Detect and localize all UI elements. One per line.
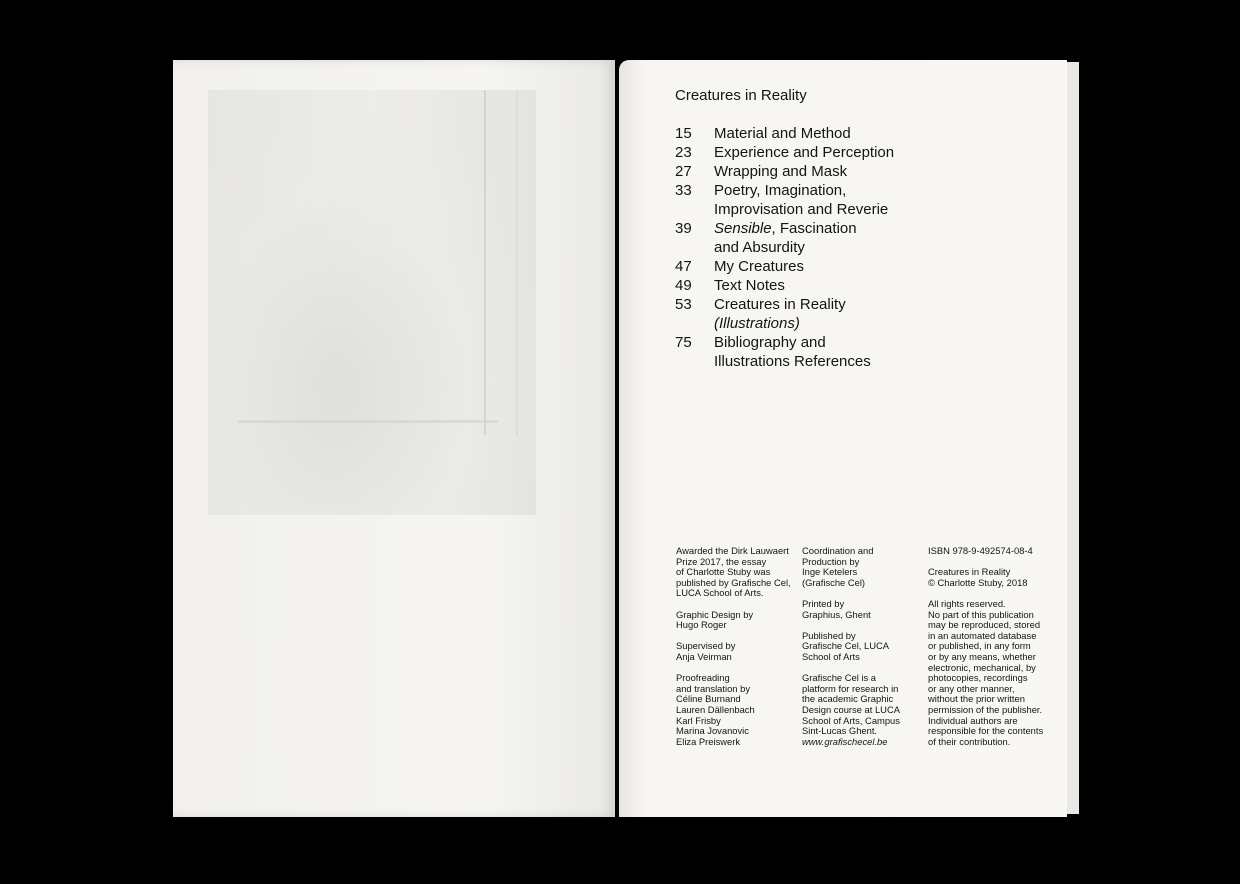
toc-title: Creatures in Reality bbox=[675, 87, 807, 104]
window-frame-shadow bbox=[484, 90, 518, 435]
colophon-paragraph: Grafische Cel is a platform for research in the academic Graphic Design course at LUCA School of Arts, Campus Sint-Lucas Ghent. bbox=[802, 672, 900, 737]
toc-row bbox=[675, 200, 975, 219]
rights-statement: All rights reserved. No part of this publication may be reproduced, stored in an automated database or published, in any form or by any means, whether electronic, mechanical, by photocopies, recordings or any other manner, without the prior written permission of the publisher. Individual authors are responsible for the contents of their contribution. bbox=[928, 597, 1044, 747]
faded-photograph bbox=[208, 90, 536, 515]
colophon-paragraph: Coordination and Production by Inge Ketelers (Grafische Cel) bbox=[802, 545, 874, 588]
colophon-column-credits bbox=[676, 546, 791, 758]
toc-page-number: 33 bbox=[675, 182, 692, 199]
toc-page-number bbox=[675, 238, 714, 257]
toc-row bbox=[675, 238, 975, 257]
toc-entry-title: (Illustrations) bbox=[714, 315, 800, 332]
colophon-column-production bbox=[802, 546, 922, 758]
toc-row bbox=[675, 181, 975, 200]
colophon-paragraph: Proofreading and translation by Céline Burnand Lauren Dällenbach Karl Frisby Marina Jovanovic Eliza Preiswerk bbox=[676, 672, 755, 747]
right-page bbox=[619, 60, 1067, 817]
toc-entry-italic: Sensible bbox=[714, 220, 772, 237]
toc-row bbox=[675, 257, 975, 276]
toc-row bbox=[675, 276, 975, 295]
copyright: Creatures in Reality © Charlotte Stuby, 2018 bbox=[928, 566, 1028, 588]
colophon-paragraph: Awarded the Dirk Lauwaert Prize 2017, the essay of Charlotte Stuby was published by Grafische Cel, LUCA School of Arts. bbox=[676, 545, 791, 599]
colophon-paragraph: Graphic Design by Hugo Roger bbox=[676, 608, 754, 631]
toc-page-number bbox=[675, 314, 714, 333]
window-sill-shadow bbox=[238, 420, 498, 423]
toc-entry-title: My Creatures bbox=[714, 258, 805, 275]
toc-page-number: 47 bbox=[675, 258, 692, 275]
toc-entry-title: Text Notes bbox=[714, 277, 785, 294]
toc-page-number: 27 bbox=[675, 163, 692, 180]
toc-page-number: 49 bbox=[675, 277, 692, 294]
toc-entry-title: Material and Method bbox=[714, 125, 851, 142]
toc-page-number bbox=[675, 352, 714, 371]
toc-entry-title: Poetry, Imagination, bbox=[714, 182, 847, 199]
toc-page-number: 23 bbox=[675, 144, 692, 161]
toc-page-number: 75 bbox=[675, 334, 692, 351]
left-page bbox=[173, 60, 615, 817]
toc-entry-title: Experience and Perception bbox=[714, 144, 895, 161]
toc-page-number: 15 bbox=[675, 125, 692, 142]
toc-entry-title: and Absurdity bbox=[714, 239, 805, 256]
toc-row bbox=[675, 162, 975, 181]
publisher-website: www.grafischecel.be bbox=[802, 735, 888, 747]
colophon-paragraph: Supervised by Anja Veirman bbox=[676, 640, 736, 662]
toc-page-number: 53 bbox=[675, 296, 692, 313]
isbn: ISBN 978-9-492574-08-4 bbox=[928, 545, 1033, 556]
toc-entry-title: Illustrations References bbox=[714, 353, 871, 370]
toc-entry-title: Improvisation and Reverie bbox=[714, 201, 889, 218]
toc-row bbox=[675, 352, 975, 371]
toc-page-number: 39 bbox=[675, 220, 692, 237]
colophon-paragraph: Printed by Graphius, Ghent bbox=[802, 597, 871, 620]
table-of-contents bbox=[675, 124, 975, 371]
toc-entry-title: Wrapping and Mask bbox=[714, 163, 848, 180]
toc-page-number bbox=[675, 200, 714, 219]
page-block-edge bbox=[1067, 62, 1079, 814]
toc-row bbox=[675, 143, 975, 162]
toc-entry-title bbox=[714, 219, 975, 238]
toc-row bbox=[675, 295, 975, 314]
toc-row bbox=[675, 219, 975, 238]
colophon-paragraph: Published by Grafische Cel, LUCA School of Arts bbox=[802, 629, 890, 662]
toc-entry-title: Bibliography and bbox=[714, 334, 826, 351]
toc-row bbox=[675, 333, 975, 352]
toc-row bbox=[675, 314, 975, 333]
toc-entry-title: Creatures in Reality bbox=[714, 296, 846, 313]
colophon-column-rights bbox=[928, 546, 1056, 758]
toc-row bbox=[675, 124, 975, 143]
toc-entry-rest: , Fascination bbox=[771, 220, 857, 237]
